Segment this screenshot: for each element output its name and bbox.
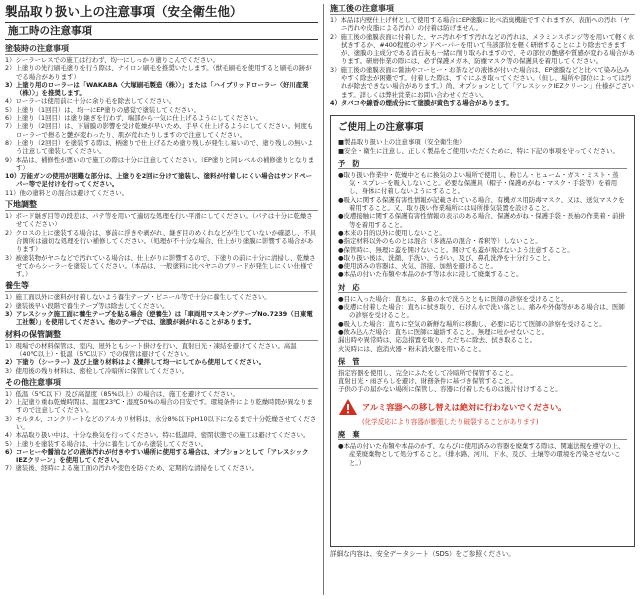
curing-section-title: 養生等 <box>5 281 318 292</box>
usage-precautions-title: ご使用上の注意事項 <box>338 122 424 134</box>
storage-section-title: 材料の保管調整 <box>5 330 318 341</box>
list-item: ●皮膚に付着した場合：直ちに拭き取り、石けん水で洗い落とし、痛みや外傷等がある場合は、医師の診察を受けること。 <box>338 303 625 320</box>
list-item: 2）施工後の塗膜表面に付着した、ヤニ汚れやすす汚れなどの汚れは、メラミンスポンジ等を用いて軽く水拭きするか、#400程度のサンドペーパーを用いて当該部位を軽く研磨することにより除去できますが、塗膜の主成分である消石灰も一緒に削り取られますので、その部位の艶感や質感が変わる場合があります。研磨作業の際には、必ず保護メガネ、防塵マスク等の保護具を着用してください。 <box>330 32 635 66</box>
box-intro-2: ■安全・衛生に注意し、正しく製品をご使用いただくために、特に下記の事項を守ってください。 <box>338 146 619 155</box>
list-item: 5）上塗り（1回目）は、均一にEP塗りの感覚で塗装してください。 <box>5 105 200 114</box>
other-section-list <box>5 390 318 473</box>
list-item: 1）シーラーレスでの施工は行わず、均一にしっかり塗りこんでください。 <box>5 56 220 64</box>
list-item: 子供の手の届かない場所に保管し、容器に付着したものは後片付けすること。 <box>338 385 562 394</box>
list-item: ●本品の付いた布類や本品のかす、ならびに使用済みの容器を廃棄する際は、関連法規を遵守の上、産業廃棄物として処分すること。（排水路、河川、下水、及び、土壌等の環境を汚染させないこと。） <box>338 442 625 467</box>
list-item: 3）上塗り用のローラーは「WAKABA〈大塚刷毛製造（株）〉」または「ハイブリッドローラー〈好川産業（株）〉」を推奨します。 <box>5 80 309 98</box>
list-item: ●指定材料以外のものとは混合（多液品の混合・希釈等）しないこと。 <box>338 237 542 246</box>
list-item: ●吸入に関する保護有害性情報が記載されている場合、有機ガス用防毒マスク、又は、送気マスクを着用すること。又、取り扱い作業場所には局所排気装置を設けること。 <box>338 195 625 213</box>
curing-section-list <box>5 293 318 326</box>
after-construction-list <box>330 16 635 107</box>
list-item: 3）施工後の塗膜表面に醤油やコーヒー・お茶などの液体が付いた場合は、EP塗膜などと比べて染み込みやすく除去が困難です。付着した際は、すぐにふき取ってください。（但し、場所や部位によっては汚れが除去できない場合があります。）尚、オプションとして「アレスシックIEZクリーン」仕様がございます。詳しくは弊社営業にお問い合わせください。 <box>330 65 634 99</box>
list-item: 4）タバコや線香の煙成分にて塗膜が黄色する場合があります。 <box>330 98 513 107</box>
list-item: ●目に入った場合：直ちに、多量の水で洗うとともに医師の診察を受けること。 <box>338 294 568 303</box>
list-item: 1）低温（5℃以下）及び高湿度（85%以上）の場合は、施工を避けてください。 <box>5 389 240 398</box>
disposal-list <box>338 442 627 467</box>
list-item: 7）上塗り（2回目）は、下層膜の影響を受け乾燥が早いため、手早く仕上げるようにしてください。何度もローラーで擦ると艶が変わったり、肌が荒れたりしますので注意してください。 <box>5 122 314 139</box>
warning-message: アルミ容器への移し替えは絶対に行わないでください。 <box>362 401 567 412</box>
list-item: ●取り扱い作業中・乾燥中ともに換気のよい場所で使用し、粉じん・ヒューム・ガス・ミスト・蒸気・スプレーを吸入しないこと。必要な保護具（帽子・保護めがね・マスク・手袋等）を着用し、身体に付着しないようにすること。 <box>338 170 619 196</box>
list-item: 直射日光・雨ざらしを避け、財務条件に基づき保管すること。 <box>338 377 517 386</box>
usage-precautions-box <box>330 115 635 547</box>
column-divider <box>323 4 324 595</box>
warning-triangle-icon <box>338 398 358 416</box>
list-item: 2）下塗り（シーラー）及び上塗り材料はよく攪拌して均一にしてから使用してください。 <box>5 358 266 367</box>
list-item: 6）上塗り（1回目）は塗り継ぎを行わず、端部から一気に仕上げるようにしてください。 <box>5 114 262 123</box>
list-item: 1）施工面以外に塗料が付着しないよう養生テープ・ビニール等で十分に養生してください。 <box>5 293 271 302</box>
list-item: 漏出時や異常時は、応急措置を取り、ただちに除去、拭き取ること。 <box>338 336 537 345</box>
list-item: ●取り扱い後は、洗顔、手洗い、うがい、及び、鼻孔洗浄を十分行うこと。 <box>338 253 555 262</box>
list-item: 火災時には、泡消火器・粉末消火器を用いること。 <box>338 344 485 353</box>
storage-title: 保 管 <box>338 357 627 367</box>
storage-list <box>338 369 627 394</box>
response-title: 対 応 <box>338 283 627 293</box>
list-item: 10）万能ガンの使用が困難な部分は、上塗りを2回に分けて塗装し、塗料が付着しにくい場合はサンドペーパー等で足付けを行ってください。 <box>5 172 312 189</box>
list-item: 4）ローラーは使用前に十分に余り毛を除去してください。 <box>5 97 176 106</box>
list-item: 3）アレスシック施工面に養生テープを貼る場合（逆養生）は「車両用マスキングテープNo.7239（日東電工社製）」を使用してください。他のテープでは、塗膜が剥がれることがあります。 <box>5 310 313 327</box>
substrate-section-title: 下地調整 <box>5 200 318 211</box>
warning-subtext: (化学反応により容器が膨張したり破裂することがあります) <box>362 417 539 426</box>
list-item: 2）クロスの上に塗装する場合は、事前に浮きや剥がれ、継ぎ目のめくれなどが生じていないか確認し、不具合箇所は適切な処理を行い補修してください。（処理が不十分な場合、仕上がり塗膜に影響する場合があります） <box>5 228 317 254</box>
left-column <box>5 0 318 599</box>
list-item: ●本来の目的以外に使用しないこと。 <box>338 228 446 237</box>
list-item: 11）他の塗料との混合は避けてください。 <box>5 188 129 197</box>
list-item: 4）本品取り扱い中は、十分な換気を行ってください。特に低温時、密閉状態での施工は避けてください。 <box>5 431 310 440</box>
after-construction-title: 施工後の注意事項 <box>330 4 635 15</box>
list-item: 2）上記塗り重ね乾燥時間は、温度23℃・湿度50%の場合の目安です。環境条件により乾燥時間が異なりますので注意してください。 <box>5 398 313 415</box>
list-item: ●皮膚接触に関する保護有害性情報の表示のある場合、保護めがね・保護手袋・長袖の作業着・前掛等を着用すること。 <box>338 212 625 229</box>
storage-section-list <box>5 342 318 375</box>
sds-footer-note: 詳細な内容は、安全データシート（SDS）をご参照ください。 <box>330 550 515 559</box>
list-item: ●使用済みの容器は、火気、溶接、加熱を避けること。 <box>338 262 497 271</box>
list-item: 指定容器を使用し、完全にふたをして冷暗所で保管すること。 <box>338 368 517 377</box>
other-section-title: その他注意事項 <box>5 378 318 389</box>
list-item: 3）使用後の残り材料は、密栓して冷暗所に保管してください。 <box>5 366 189 375</box>
list-item: 6）コーヒーや醤油などの液体汚れが付きやすい場所に使用する場合は、オプションとして「アレスシックIEZクリーン」を使用してください。 <box>5 447 309 465</box>
construction-heading: 施工時の注意事項 <box>5 22 318 40</box>
prevention-title: 予 防 <box>338 159 627 169</box>
list-item: 3）モルタル、コンクリートなどのアルカリ材料は、水分8%以下pH10以下になるまで十分乾燥させてください。 <box>5 414 317 431</box>
list-item: ●本品の付いた布類や本品のかす等は水に浸して廃棄すること。 <box>338 270 523 279</box>
list-item: 9）本品は、補修性が悪いので施工の際は十分に注意してください。（EP塗りと同レベルの補修塗りとなります） <box>5 155 315 172</box>
list-item: 1）本品は内壁仕上げ材として使用する場合にEP塗膜に比べ消臭機能ですぐれますが、表面への汚れ（ヤニ汚れや皮脂による汚れ）の付着は防げません。 <box>330 16 630 33</box>
page-title: 製品取り扱い上の注意事項（安全衛生他） <box>5 4 243 19</box>
painting-section-title: 塗装時の注意事項 <box>5 44 318 55</box>
prevention-list <box>338 171 627 279</box>
list-item: ●吸入した場合：直ちに空気の新鮮な場所に移動し、必要に応じて医師の診察を受けること。 <box>338 319 606 328</box>
list-item: ●飲み込んだ場合：直ちに医師に連絡すること。無理に吐かせないこと。 <box>338 327 549 336</box>
list-item: 3）被塗装物がヤニなどで汚れている場合は、仕上がりに影響するので、下塗りの前に十分に清掃し、乾燥させてからシーラーを塗装してください。（本品は、一般塗料に比べヤニのブリードが発生しにくい仕様です。） <box>5 253 316 279</box>
list-item: 7）塗装後、経時による施工面の汚れや変色を防ぐため、定期的な清掃をしてください。 <box>5 464 259 473</box>
substrate-section-list <box>5 212 318 278</box>
response-list <box>338 295 627 353</box>
painting-section-list <box>5 56 318 197</box>
list-item: 2）塗装後早い段階で養生テープ等は除去してください。 <box>5 301 169 310</box>
list-item: 8）上塗り（2回目）を塗装する際は、柄塗りで仕上げるため塗り残しが発生し易いので、塗り残しの無いよう注意して塗装してください。 <box>5 138 314 156</box>
box-intro: ■製品取り扱い上の注意事項（安全衛生他） <box>338 138 466 147</box>
list-item: 1）現場での材料保管は、室内、屋外ともシート掛けを行い、直射日光・凍結を避けてください。高温（40℃以上）・低温（5℃以下）での保管は避けてください。 <box>5 341 297 358</box>
aluminum-warning <box>338 398 627 416</box>
list-item: ●保管時に、無理に蓋を開けないこと。開けても蓋が飛ばないよう注意すること。 <box>338 245 574 254</box>
disposal-title: 廃 棄 <box>338 430 627 440</box>
list-item: 2）上塗りの先行刷毛塗りを行う際は、ナイロン刷毛を推奨いたします。（獣毛刷毛を使用すると刷毛の跡がでる場合があります） <box>5 64 312 81</box>
list-item: 1）ボード継ぎ目等の段差は、パテ等を用いて適切な処理を行い平滑にしてください。（パテは十分に乾燥させてください） <box>5 212 313 229</box>
list-item: 5）上塗りを塗装する場合は、十分に養生してから塗装してください。 <box>5 439 208 448</box>
right-column <box>330 0 635 599</box>
